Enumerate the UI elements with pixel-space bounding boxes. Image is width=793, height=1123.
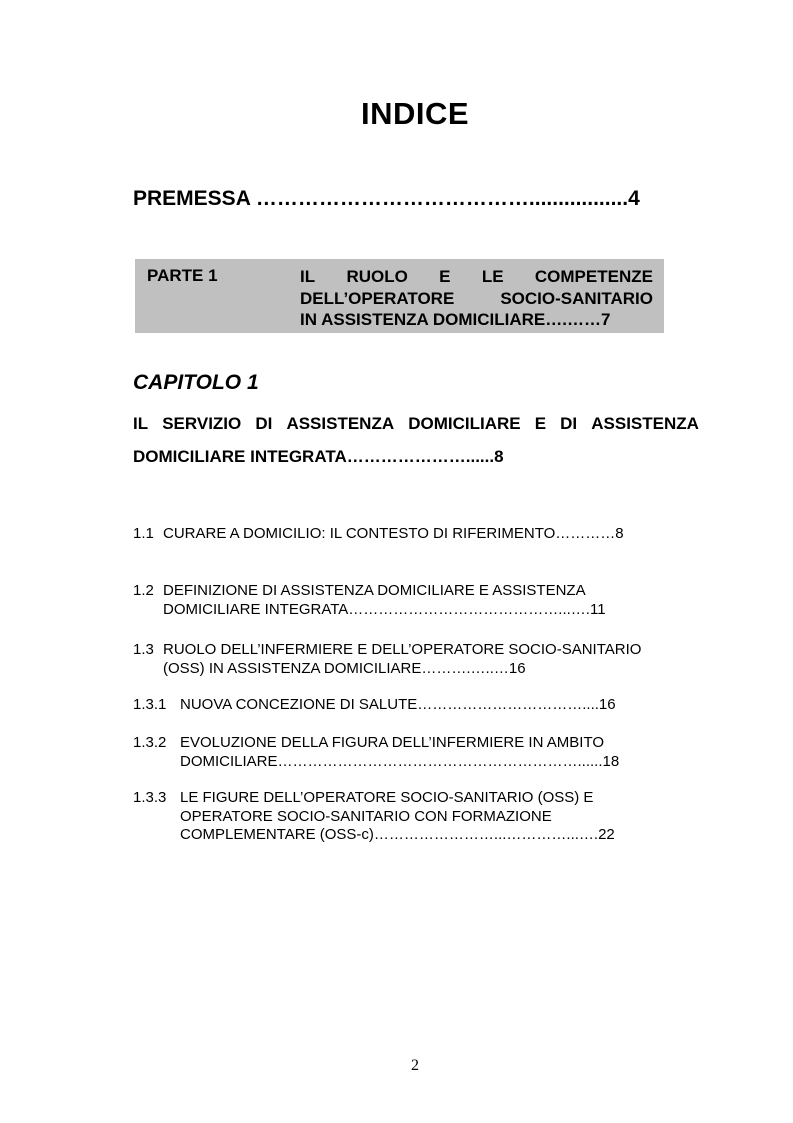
chapter-title[interactable] — [133, 407, 699, 473]
parte-title-line-2: DELL’OPERATORE SOCIO-SANITARIO — [300, 288, 653, 308]
page-number: 2 — [411, 1057, 419, 1074]
parte-title-line-1: IL RUOLO E LE COMPETENZE — [300, 267, 653, 286]
document-page: INDICE PREMESSA ………………………………….................4 PARTE 1 IL RUOLO E LE COMPETENZE DELL’OPERATORE SOCIO-SANITARIO IN ASSISTENZA DOMICILIARE….……7 CAPITOLO 1 IL SERVIZIO DI ASSISTENZA DOMICILIARE E DI ASSISTENZA DOMICILIARE INTEGRATA…………………......8 1.1 CURARE A DOMICILIO: IL CONTESTO DI RIFERIMENTO…………8 1.2 DEFINIZIONE DI ASSISTENZA DOMICILIARE E ASSISTENZA DOMICILIARE INTEGRATA……………………………………...….11 1.3 RUOLO DELL’INFERMIERE E DELL’OPERATORE SOCIO-SANITARIO (OSS) IN ASSISTENZA DOMICILIARE……….…..…16 1.3.1 NUOVA CONCEZIONE DI SALUTE……………………………....16 1.3.2 EVOLUZIONE DELLA FIGURA DELL’INFERMIERE IN AMBITO DOMICILIARE……………………………………………………......18 1.3.3 LE FIGURE DELL’OPERATORE SOCIO-SANITARIO (OSS) E OPERATORE SOCIO-SANITARIO CON FORMAZIONE COMPLEMENTARE (OSS-c)……………………...…………...….22 2 — [0, 0, 793, 1123]
parte-title-line-3: IN ASSISTENZA DOMICILIARE….……7 — [300, 310, 611, 329]
parte-1-box[interactable] — [135, 259, 664, 333]
chapter-title-line-1: IL SERVIZIO DI ASSISTENZA DOMICILIARE E DI ASSISTENZA — [133, 414, 699, 433]
toc-premessa[interactable]: PREMESSA ………………………………….................4 — [133, 187, 640, 210]
chapter-title-line-2: DOMICILIARE INTEGRATA…………………......8 — [133, 447, 504, 466]
parte-title — [300, 266, 653, 331]
page-title: INDICE — [360, 96, 470, 131]
chapter-label: CAPITOLO 1 — [133, 371, 259, 394]
parte-label: PARTE 1 — [147, 266, 218, 285]
